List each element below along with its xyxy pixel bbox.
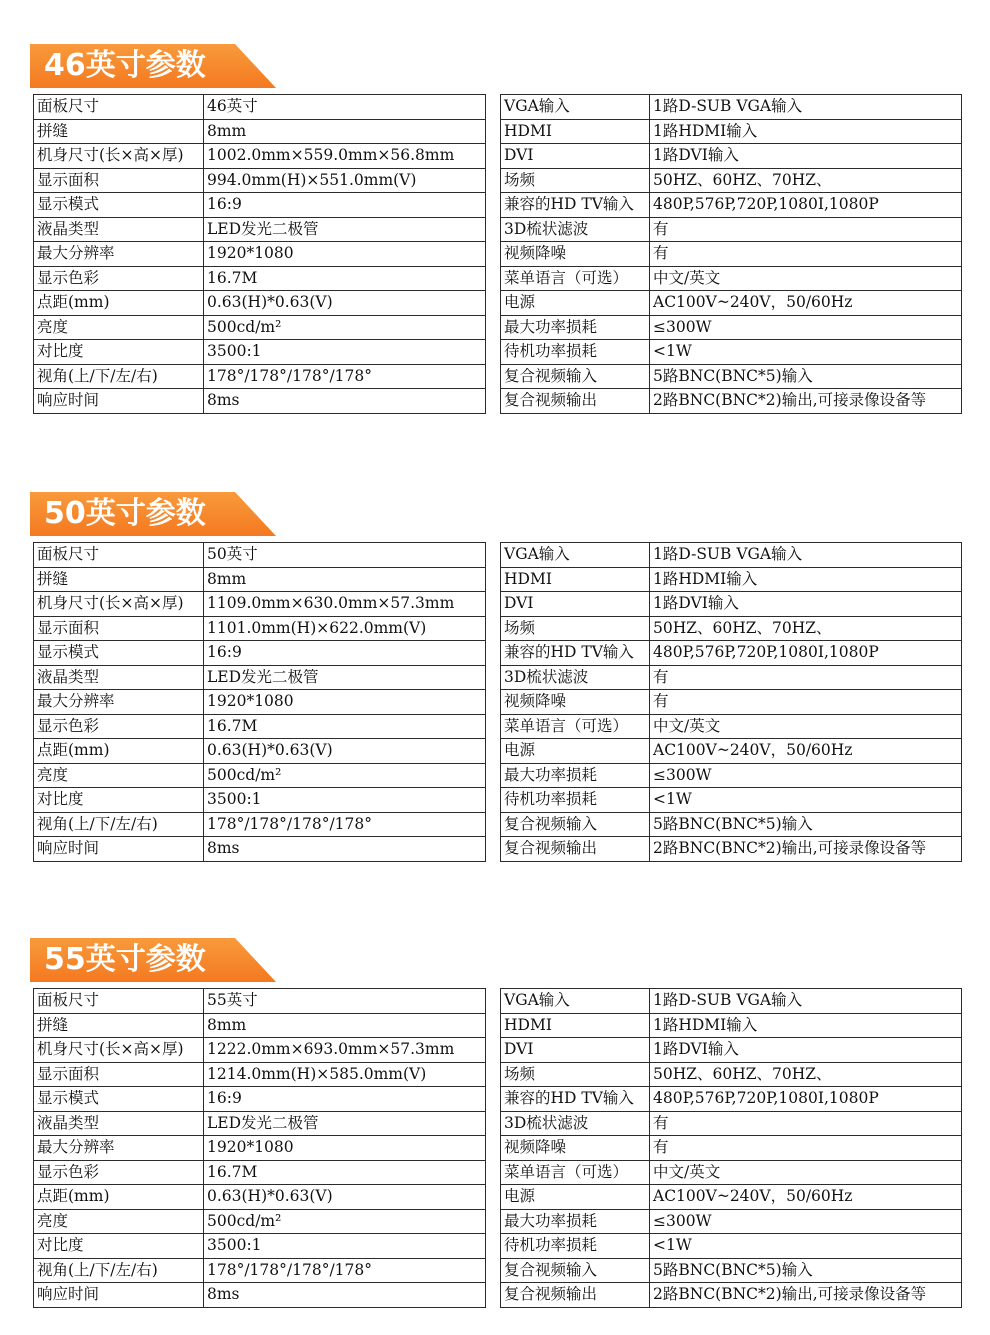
spec-row [501, 193, 962, 218]
spec-row [501, 1258, 962, 1283]
spec-label: 复合视频输出 [501, 1283, 650, 1308]
spec-row [501, 144, 962, 169]
spec-row [501, 616, 962, 641]
spec-row [501, 567, 962, 592]
spec-value: 16:9 [204, 193, 486, 218]
spec-label: 视频降噪 [501, 242, 650, 267]
spec-label: DVI [501, 144, 650, 169]
section-title: 55英寸参数 [44, 942, 206, 977]
spec-value: 1002.0mm×559.0mm×56.8mm [204, 144, 486, 169]
spec-row [34, 168, 486, 193]
spec-label: 显示色彩 [34, 266, 204, 291]
spec-label: 场频 [501, 1062, 650, 1087]
section-banner [30, 44, 276, 88]
spec-value: ≤300W [650, 1209, 962, 1234]
spec-value: 1920*1080 [204, 242, 486, 267]
spec-label: 视角(上/下/左/右) [34, 1258, 204, 1283]
spec-row [34, 119, 486, 144]
spec-label: 视角(上/下/左/右) [34, 364, 204, 389]
spec-label: 菜单语言（可选） [501, 1160, 650, 1185]
spec-value: 50HZ、60HZ、70HZ、 [650, 616, 962, 641]
spec-value: 5路BNC(BNC*5)输入 [650, 1258, 962, 1283]
spec-row [501, 739, 962, 764]
spec-value: 50英寸 [204, 543, 486, 568]
section-banner [30, 938, 276, 982]
spec-value: 有 [650, 1111, 962, 1136]
spec-row [501, 119, 962, 144]
spec-value: 480P,576P,720P,1080I,1080P [650, 641, 962, 666]
spec-label: 拼缝 [34, 1013, 204, 1038]
spec-label: 场频 [501, 168, 650, 193]
spec-value: 中文/英文 [650, 1160, 962, 1185]
spec-row [34, 763, 486, 788]
spec-value: 8mm [204, 119, 486, 144]
spec-value: 178°/178°/178°/178° [204, 1258, 486, 1283]
spec-row [501, 315, 962, 340]
spec-value: AC100V~240V，50/60Hz [650, 739, 962, 764]
spec-label: 液晶类型 [34, 665, 204, 690]
spec-value: ≤300W [650, 763, 962, 788]
spec-value: 5路BNC(BNC*5)输入 [650, 812, 962, 837]
spec-label: 显示面积 [34, 616, 204, 641]
spec-row [34, 1136, 486, 1161]
spec-value: 16:9 [204, 641, 486, 666]
right-spec-table [500, 94, 962, 414]
spec-row [501, 1062, 962, 1087]
spec-label: 面板尺寸 [34, 543, 204, 568]
spec-value: 1路D-SUB VGA输入 [650, 95, 962, 120]
spec-label: 显示色彩 [34, 714, 204, 739]
spec-value: ≤300W [650, 315, 962, 340]
spec-value: 178°/178°/178°/178° [204, 364, 486, 389]
spec-value: 1路HDMI输入 [650, 119, 962, 144]
spec-value: 1路DVI输入 [650, 1038, 962, 1063]
spec-value: <1W [650, 340, 962, 365]
right-spec-table [500, 988, 962, 1308]
spec-row [501, 1209, 962, 1234]
spec-value: 8mm [204, 567, 486, 592]
spec-label: 显示面积 [34, 1062, 204, 1087]
spec-row [34, 592, 486, 617]
spec-label: 液晶类型 [34, 1111, 204, 1136]
spec-row [501, 389, 962, 414]
spec-row [501, 1038, 962, 1063]
spec-value: 0.63(H)*0.63(V) [204, 1185, 486, 1210]
spec-value: 0.63(H)*0.63(V) [204, 291, 486, 316]
spec-row [34, 690, 486, 715]
spec-value: 16.7M [204, 1160, 486, 1185]
spec-row [34, 340, 486, 365]
spec-value: 1214.0mm(H)×585.0mm(V) [204, 1062, 486, 1087]
spec-value: AC100V~240V，50/60Hz [650, 1185, 962, 1210]
spec-label: 响应时间 [34, 1283, 204, 1308]
spec-value: 1路DVI输入 [650, 592, 962, 617]
spec-row [501, 763, 962, 788]
spec-label: 电源 [501, 739, 650, 764]
spec-label: 兼容的HD TV输入 [501, 1087, 650, 1112]
spec-label: 兼容的HD TV输入 [501, 641, 650, 666]
spec-label: 3D梳状滤波 [501, 665, 650, 690]
spec-value: LED发光二极管 [204, 665, 486, 690]
spec-label: 复合视频输出 [501, 837, 650, 862]
spec-label: 3D梳状滤波 [501, 1111, 650, 1136]
spec-row [34, 739, 486, 764]
spec-label: 亮度 [34, 763, 204, 788]
spec-value: 8ms [204, 389, 486, 414]
spec-row [501, 989, 962, 1014]
spec-label: HDMI [501, 567, 650, 592]
spec-value: 994.0mm(H)×551.0mm(V) [204, 168, 486, 193]
spec-value: 480P,576P,720P,1080I,1080P [650, 193, 962, 218]
right-spec-table [500, 542, 962, 862]
spec-value: 50HZ、60HZ、70HZ、 [650, 168, 962, 193]
spec-value: 8ms [204, 837, 486, 862]
spec-label: 电源 [501, 291, 650, 316]
spec-label: 最大分辨率 [34, 1136, 204, 1161]
spec-label: 响应时间 [34, 389, 204, 414]
spec-row [34, 1013, 486, 1038]
spec-row [34, 714, 486, 739]
spec-row [501, 690, 962, 715]
spec-row [34, 989, 486, 1014]
spec-row [34, 1258, 486, 1283]
spec-value: 1路D-SUB VGA输入 [650, 989, 962, 1014]
spec-row [34, 665, 486, 690]
spec-label: 显示模式 [34, 193, 204, 218]
spec-label: 最大功率损耗 [501, 1209, 650, 1234]
spec-value: 有 [650, 242, 962, 267]
spec-row [34, 242, 486, 267]
spec-label: 待机功率损耗 [501, 788, 650, 813]
spec-row [34, 1038, 486, 1063]
left-spec-table [33, 542, 486, 862]
spec-row [501, 95, 962, 120]
spec-label: 视频降噪 [501, 690, 650, 715]
spec-label: 场频 [501, 616, 650, 641]
spec-value: 1222.0mm×693.0mm×57.3mm [204, 1038, 486, 1063]
left-spec-table [33, 94, 486, 414]
spec-value: 2路BNC(BNC*2)输出,可接录像设备等 [650, 837, 962, 862]
spec-value: 1920*1080 [204, 690, 486, 715]
spec-label: 面板尺寸 [34, 989, 204, 1014]
spec-row [34, 1209, 486, 1234]
spec-row [501, 641, 962, 666]
spec-label: 复合视频输入 [501, 364, 650, 389]
spec-value: 1路HDMI输入 [650, 567, 962, 592]
spec-row [34, 788, 486, 813]
spec-label: 机身尺寸(长×高×厚) [34, 144, 204, 169]
spec-label: VGA输入 [501, 95, 650, 120]
spec-value: 3500:1 [204, 340, 486, 365]
spec-label: DVI [501, 1038, 650, 1063]
spec-label: 最大分辨率 [34, 242, 204, 267]
section-banner [30, 492, 276, 536]
spec-row [501, 1087, 962, 1112]
spec-value: 0.63(H)*0.63(V) [204, 739, 486, 764]
spec-value: 1101.0mm(H)×622.0mm(V) [204, 616, 486, 641]
spec-row [34, 1160, 486, 1185]
spec-label: VGA输入 [501, 989, 650, 1014]
spec-value: 3500:1 [204, 788, 486, 813]
spec-label: 拼缝 [34, 567, 204, 592]
spec-value: 1路HDMI输入 [650, 1013, 962, 1038]
spec-value: 1路DVI输入 [650, 144, 962, 169]
spec-row [501, 242, 962, 267]
spec-row [501, 1234, 962, 1259]
spec-label: 机身尺寸(长×高×厚) [34, 1038, 204, 1063]
spec-value: 1路D-SUB VGA输入 [650, 543, 962, 568]
spec-label: 点距(mm) [34, 739, 204, 764]
spec-label: HDMI [501, 119, 650, 144]
spec-value: LED发光二极管 [204, 1111, 486, 1136]
spec-row [34, 364, 486, 389]
spec-row [501, 665, 962, 690]
spec-row [501, 837, 962, 862]
spec-label: 复合视频输出 [501, 389, 650, 414]
spec-value: 46英寸 [204, 95, 486, 120]
spec-row [34, 1283, 486, 1308]
spec-row [501, 1111, 962, 1136]
spec-value: LED发光二极管 [204, 217, 486, 242]
spec-row [34, 837, 486, 862]
spec-label: 点距(mm) [34, 291, 204, 316]
left-spec-table [33, 988, 486, 1308]
spec-value: 3500:1 [204, 1234, 486, 1259]
spec-row [34, 812, 486, 837]
spec-row [34, 1087, 486, 1112]
spec-row [34, 616, 486, 641]
spec-value: AC100V~240V，50/60Hz [650, 291, 962, 316]
spec-label: VGA输入 [501, 543, 650, 568]
spec-row [34, 95, 486, 120]
spec-row [501, 291, 962, 316]
spec-row [501, 340, 962, 365]
spec-value: 55英寸 [204, 989, 486, 1014]
spec-label: 视角(上/下/左/右) [34, 812, 204, 837]
spec-label: 兼容的HD TV输入 [501, 193, 650, 218]
spec-row [34, 543, 486, 568]
spec-row [34, 217, 486, 242]
spec-row [501, 217, 962, 242]
spec-label: 显示模式 [34, 641, 204, 666]
spec-row [501, 168, 962, 193]
spec-label: 响应时间 [34, 837, 204, 862]
spec-value: 8mm [204, 1013, 486, 1038]
spec-label: 液晶类型 [34, 217, 204, 242]
spec-value: 中文/英文 [650, 266, 962, 291]
spec-row [34, 1234, 486, 1259]
spec-value: 5路BNC(BNC*5)输入 [650, 364, 962, 389]
spec-label: 电源 [501, 1185, 650, 1210]
spec-value: 有 [650, 1136, 962, 1161]
spec-value: <1W [650, 788, 962, 813]
spec-row [34, 291, 486, 316]
spec-label: 视频降噪 [501, 1136, 650, 1161]
spec-row [501, 1136, 962, 1161]
spec-value: 480P,576P,720P,1080I,1080P [650, 1087, 962, 1112]
spec-label: 亮度 [34, 1209, 204, 1234]
spec-label: 机身尺寸(长×高×厚) [34, 592, 204, 617]
spec-row [501, 812, 962, 837]
spec-value: 178°/178°/178°/178° [204, 812, 486, 837]
spec-value: 16.7M [204, 714, 486, 739]
spec-row [501, 266, 962, 291]
spec-value: <1W [650, 1234, 962, 1259]
spec-value: 有 [650, 665, 962, 690]
spec-label: 亮度 [34, 315, 204, 340]
spec-row [501, 714, 962, 739]
spec-row [34, 266, 486, 291]
spec-row [501, 788, 962, 813]
spec-label: 显示色彩 [34, 1160, 204, 1185]
spec-label: 对比度 [34, 788, 204, 813]
spec-label: 最大功率损耗 [501, 763, 650, 788]
spec-label: 3D梳状滤波 [501, 217, 650, 242]
spec-label: 显示面积 [34, 168, 204, 193]
spec-value: 500cd/m² [204, 763, 486, 788]
spec-value: 有 [650, 217, 962, 242]
spec-value: 1109.0mm×630.0mm×57.3mm [204, 592, 486, 617]
spec-label: 待机功率损耗 [501, 340, 650, 365]
spec-label: 拼缝 [34, 119, 204, 144]
spec-row [34, 315, 486, 340]
spec-value: 50HZ、60HZ、70HZ、 [650, 1062, 962, 1087]
spec-value: 1920*1080 [204, 1136, 486, 1161]
spec-value: 有 [650, 690, 962, 715]
spec-row [34, 1185, 486, 1210]
spec-row [501, 364, 962, 389]
section-title: 50英寸参数 [44, 496, 206, 531]
spec-row [34, 1062, 486, 1087]
spec-value: 500cd/m² [204, 315, 486, 340]
spec-row [501, 1013, 962, 1038]
spec-value: 8ms [204, 1283, 486, 1308]
spec-row [34, 144, 486, 169]
spec-row [34, 641, 486, 666]
spec-row [501, 592, 962, 617]
spec-row [34, 567, 486, 592]
spec-label: 显示模式 [34, 1087, 204, 1112]
spec-value: 500cd/m² [204, 1209, 486, 1234]
section-title: 46英寸参数 [44, 48, 206, 83]
spec-label: 复合视频输入 [501, 1258, 650, 1283]
spec-label: 最大功率损耗 [501, 315, 650, 340]
spec-label: DVI [501, 592, 650, 617]
spec-row [501, 1160, 962, 1185]
spec-label: 面板尺寸 [34, 95, 204, 120]
spec-label: 对比度 [34, 1234, 204, 1259]
spec-label: 菜单语言（可选） [501, 266, 650, 291]
spec-value: 2路BNC(BNC*2)输出,可接录像设备等 [650, 1283, 962, 1308]
spec-label: 待机功率损耗 [501, 1234, 650, 1259]
spec-value: 16:9 [204, 1087, 486, 1112]
spec-label: 菜单语言（可选） [501, 714, 650, 739]
spec-row [34, 389, 486, 414]
spec-label: 点距(mm) [34, 1185, 204, 1210]
spec-row [501, 543, 962, 568]
spec-value: 2路BNC(BNC*2)输出,可接录像设备等 [650, 389, 962, 414]
spec-row [501, 1283, 962, 1308]
spec-row [34, 193, 486, 218]
spec-row [34, 1111, 486, 1136]
spec-label: HDMI [501, 1013, 650, 1038]
spec-label: 最大分辨率 [34, 690, 204, 715]
spec-label: 复合视频输入 [501, 812, 650, 837]
spec-value: 16.7M [204, 266, 486, 291]
spec-row [501, 1185, 962, 1210]
spec-label: 对比度 [34, 340, 204, 365]
spec-value: 中文/英文 [650, 714, 962, 739]
